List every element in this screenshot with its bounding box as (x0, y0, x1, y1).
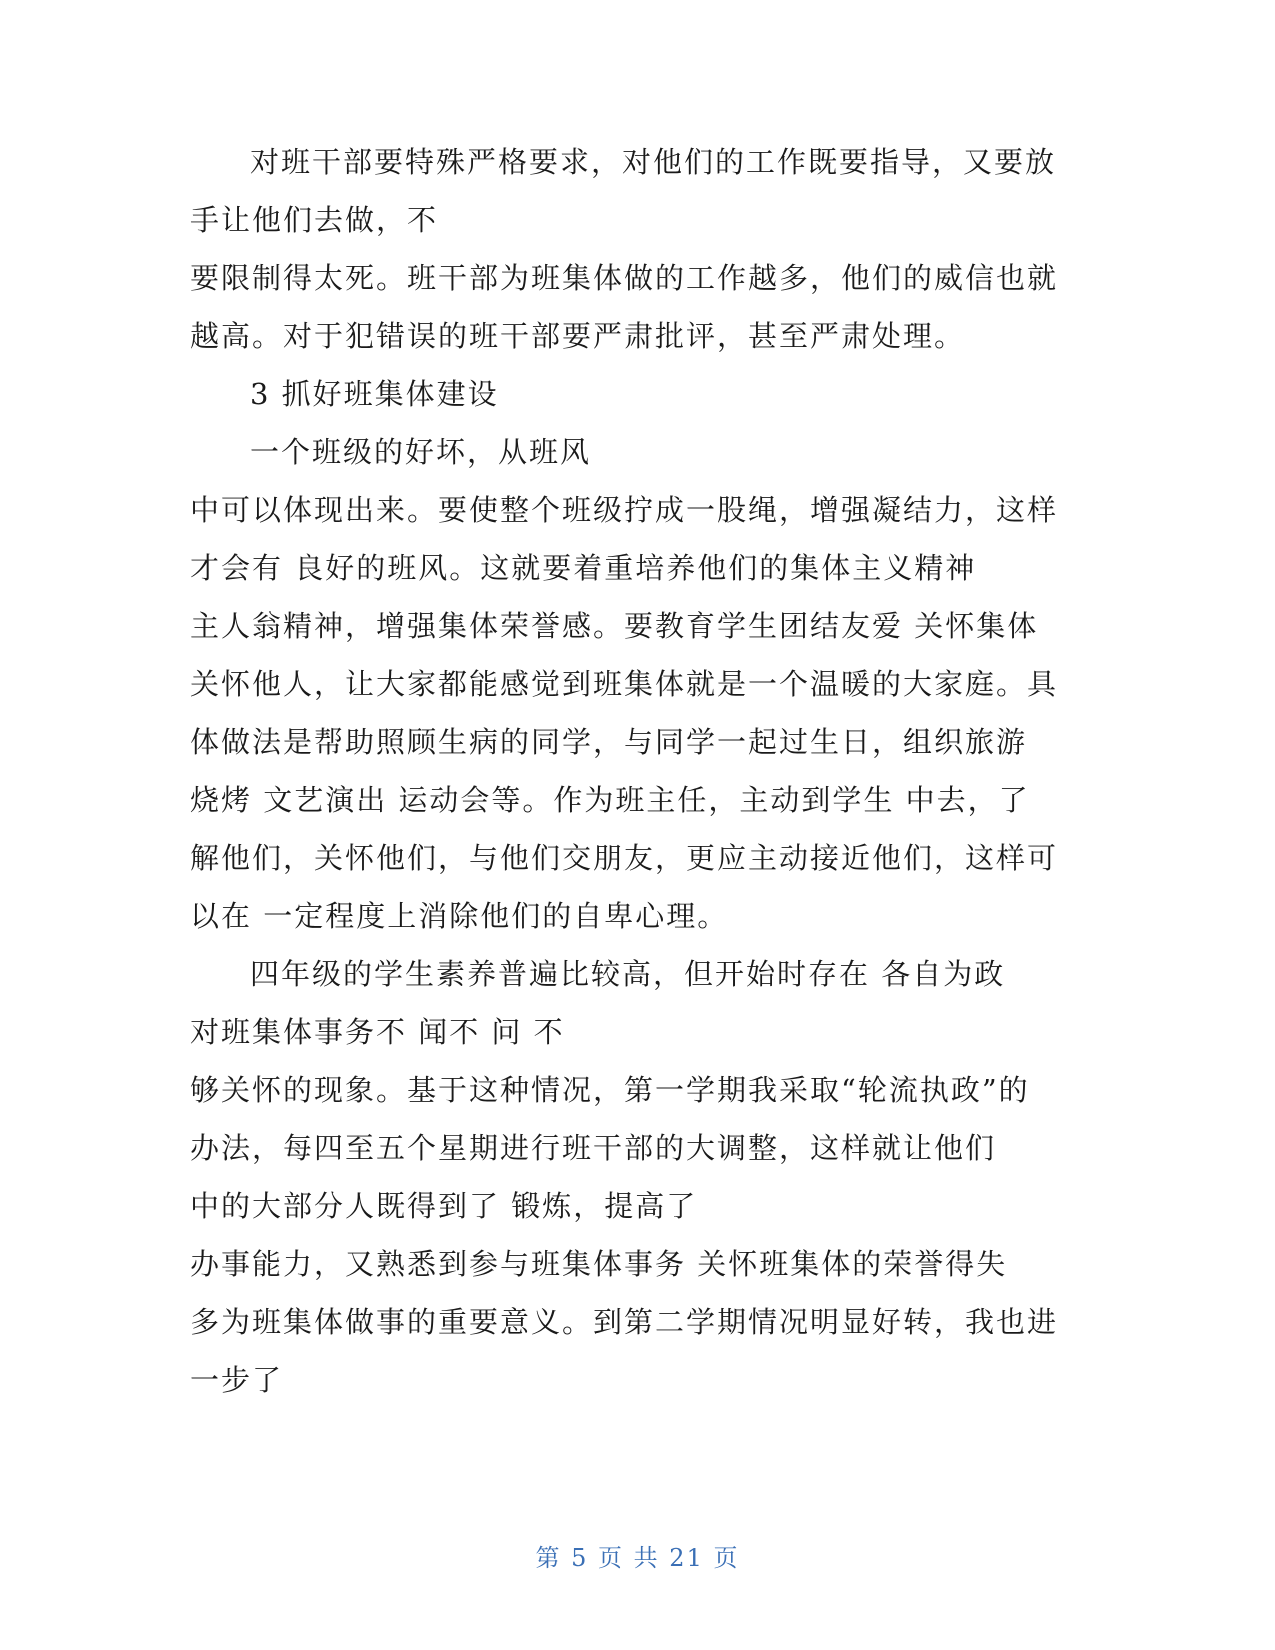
text-line: 四年级的学生素养普遍比较高，但开始时存在 各自为政 (250, 957, 1006, 991)
text-line: 中可以体现出来。要使整个班级拧成一股绳，增强凝结力，这样 (190, 493, 1059, 527)
text-line: 关怀他人，让大家都能感觉到班集体就是一个温暖的大家庭。具 (190, 667, 1059, 701)
text-line: 以在 一定程度上消除他们的自卑心理。 (190, 899, 729, 933)
text-line: 够关怀的现象。基于这种情况，第一学期我采取“轮流执政”的 (190, 1073, 1030, 1107)
text-line: 多为班集体做事的重要意义。到第二学期情况明显好转，我也进 (190, 1305, 1059, 1339)
text-line: 对班干部要特殊严格要求，对他们的工作既要指导，又要放 (250, 145, 1057, 179)
text-line: 主人翁精神，增强集体荣誉感。要教育学生团结友爱 关怀集体 (190, 609, 1039, 643)
text-line: 对班集体事务不 闻不 问 不 (190, 1015, 565, 1049)
text-line: 中的大部分人既得到了 锻炼，提高了 (190, 1189, 698, 1223)
text-line: 烧烤 文艺演出 运动会等。作为班主任，主动到学生 中去，了 (190, 783, 1030, 817)
text-line: 一步了 (190, 1363, 284, 1397)
text-line: 解他们，关怀他们，与他们交朋友，更应主动接近他们，这样可 (190, 841, 1059, 875)
section-heading: 3 抓好班集体建设 (250, 377, 499, 411)
text-line: 手让他们去做，不 (190, 203, 439, 237)
page-number-footer: 第 5 页 共 21 页 (535, 1544, 740, 1572)
text-line: 体做法是帮助照顾生病的同学，与同学一起过生日，组织旅游 (190, 725, 1028, 759)
text-line: 办事能力，又熟悉到参与班集体事务 关怀班集体的荣誉得失 (190, 1247, 1008, 1281)
text-line: 要限制得太死。班干部为班集体做的工作越多，他们的威信也就 (190, 261, 1059, 295)
text-line: 办法，每四至五个星期进行班干部的大调整，这样就让他们 (190, 1131, 997, 1165)
text-line: 一个班级的好坏，从班风 (250, 435, 592, 469)
text-line: 才会有 良好的班风。这就要着重培养他们的集体主义精神 (190, 551, 977, 585)
text-line: 越高。对于犯错误的班干部要严肃批评，甚至严肃处理。 (190, 319, 966, 353)
